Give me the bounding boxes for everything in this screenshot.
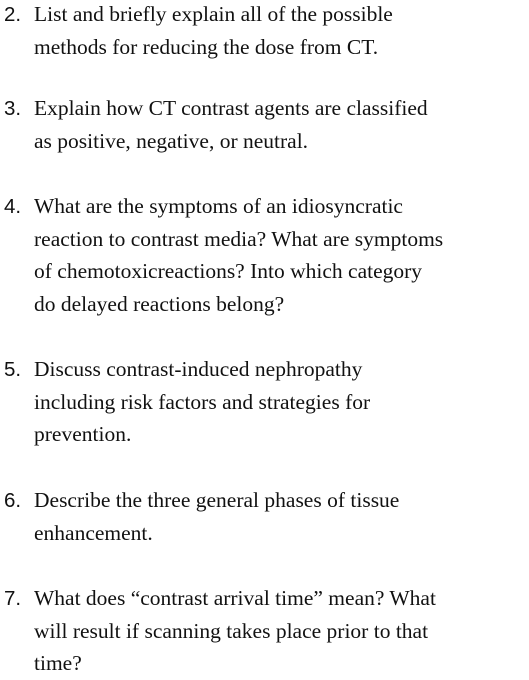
- question-text: enhancement.: [34, 520, 153, 545]
- question-number: 6.: [4, 489, 22, 512]
- question-text: as positive, negative, or neutral.: [34, 128, 309, 153]
- question-text: of chemotoxicreactions? Into which category: [34, 259, 423, 283]
- question-text: reaction to contrast media? What are symptoms: [34, 226, 444, 251]
- question-text: Discuss contrast-induced nephropathy: [34, 357, 363, 381]
- question-line: [4, 0, 529, 31]
- question-text: including risk factors and strategies for: [34, 389, 371, 414]
- question-4: [4, 190, 529, 320]
- question-text: time?: [34, 651, 82, 675]
- question-number: 3.: [4, 97, 22, 120]
- question-text: Describe the three general phases of tissue: [34, 488, 400, 512]
- question-number: 5.: [4, 358, 22, 381]
- question-6: [4, 484, 529, 549]
- question-line: [4, 92, 529, 125]
- question-5: [4, 353, 529, 451]
- question-text: Explain how CT contrast agents are classified: [34, 96, 428, 120]
- question-text: What does “contrast arrival time” mean? What: [34, 586, 436, 610]
- question-text: prevention.: [34, 422, 132, 446]
- question-text: List and briefly explain all of the possible: [34, 2, 393, 26]
- question-2: [4, 0, 529, 63]
- question-3: [4, 92, 529, 157]
- question-line: [4, 582, 529, 615]
- question-7: [4, 582, 529, 680]
- question-line: [4, 484, 529, 517]
- question-text: will result if scanning takes place prior to that: [34, 618, 429, 643]
- question-line: [4, 353, 529, 386]
- question-text: do delayed reactions belong?: [34, 291, 285, 316]
- question-number: 2.: [4, 3, 22, 26]
- question-text: methods for reducing the dose from CT.: [34, 34, 379, 59]
- question-number: 4.: [4, 195, 22, 218]
- question-line: [4, 190, 529, 223]
- question-text: What are the symptoms of an idiosyncratic: [34, 194, 403, 218]
- question-number: 7.: [4, 587, 22, 610]
